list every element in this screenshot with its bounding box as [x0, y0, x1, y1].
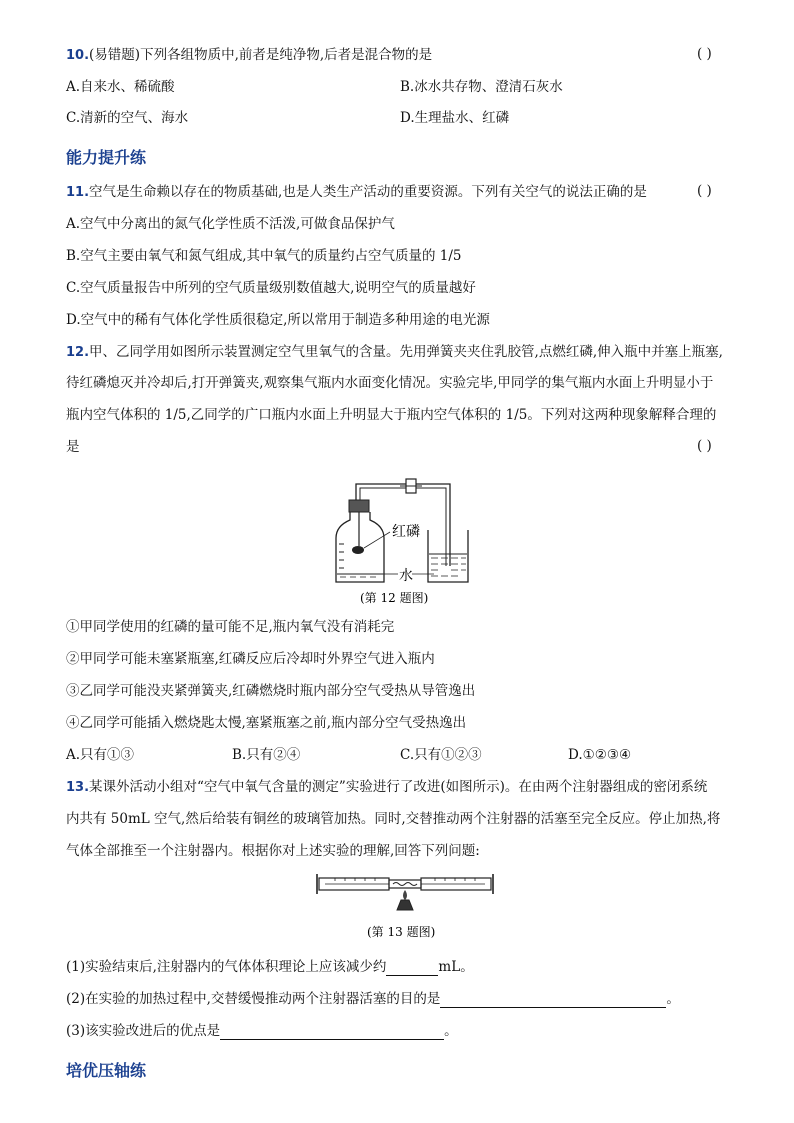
q13-sub1-text: (1)实验结束后,注射器内的气体体积理论上应该减少约	[66, 959, 387, 975]
q13-stem-line-2: 内共有 50mL 空气,然后给装有铜丝的玻璃管加热。同时,交替推动两个注射器的活塞至完全反应。停止加热,将	[66, 811, 721, 827]
q12-stem-line-1	[66, 343, 723, 362]
q12-option-b: B.只有②④	[232, 747, 301, 763]
q12-answer-paren: ( )	[697, 438, 712, 454]
q13-sub3-answer-blank[interactable]	[220, 1025, 444, 1040]
q10-option-c: C.清新的空气、海水	[66, 110, 189, 126]
red-phosphorus	[352, 546, 364, 554]
alcohol-lamp	[397, 900, 413, 910]
q13-sub3-end: 。	[444, 1023, 458, 1039]
q12-stem-line-4: 是	[66, 439, 80, 455]
q13-sub1-answer-blank[interactable]	[386, 961, 438, 976]
q13-sub1-unit: mL。	[438, 959, 474, 975]
q12-number: 12.	[66, 345, 90, 360]
phosphorus-pointer	[364, 532, 390, 548]
q10-option-a: A.自来水、稀硫酸	[66, 79, 175, 95]
q13-stem-text-1: 某课外活动小组对“空气中氧气含量的测定”实验进行了改进(如图所示)。在由两个注射器组成的密闭系统	[89, 779, 708, 795]
q12-option-c: C.只有①②③	[400, 747, 482, 763]
label-phosphorus: 红磷	[392, 524, 420, 540]
q13-number: 13.	[66, 780, 90, 795]
q11-number: 11.	[66, 185, 90, 200]
q11-stem	[66, 183, 647, 202]
q10-option-d: D.生理盐水、红磷	[400, 110, 510, 126]
label-water: 水	[399, 568, 413, 584]
q12-stem-line-3: 瓶内空气体积的 1/5,乙同学的广口瓶内水面上升明显大于瓶内空气体积的 1/5。下列对这两种现象解释合理的	[66, 407, 717, 423]
q11-option-b: B.空气主要由氧气和氮气组成,其中氧气的质量约占空气质量的 1/5	[66, 248, 462, 264]
q13-syringe-figure	[315, 866, 495, 944]
q13-sub3	[66, 1022, 458, 1040]
q13-sub2-text: (2)在实验的加热过程中,交替缓慢推动两个注射器活塞的目的是	[66, 991, 441, 1007]
copper-wire	[393, 883, 417, 886]
bottle-stopper	[349, 500, 369, 512]
q11-stem-text: 空气是生命赖以存在的物质基础,也是人类生产活动的重要资源。下列有关空气的说法正确的是	[89, 184, 647, 200]
q10-stem	[66, 46, 432, 65]
q12-stem-text-1: 甲、乙同学用如图所示装置测定空气里氧气的含量。先用弹簧夹夹住乳胶管,点燃红磷,伸入瓶中并塞上瓶塞,	[89, 344, 723, 360]
q10-stem-text: (易错题)下列各组物质中,前者是纯净物,后者是混合物的是	[89, 47, 433, 63]
q13-sub2	[66, 990, 680, 1008]
q13-sub2-answer-blank[interactable]	[440, 993, 666, 1008]
q13-figure-caption: (第 13 题图)	[367, 925, 436, 939]
q10-answer-paren: ( )	[697, 46, 712, 62]
q10-number: 10.	[66, 48, 90, 63]
q11-option-c: C.空气质量报告中所列的空气质量级别数值越大,说明空气的质量越好	[66, 280, 476, 296]
q11-answer-paren: ( )	[697, 183, 712, 199]
q12-statement-2: ②甲同学可能未塞紧瓶塞,红磷反应后冷却时外界空气进入瓶内	[66, 651, 435, 667]
q12-statement-3: ③乙同学可能没夹紧弹簧夹,红磷燃烧时瓶内部分空气受热从导管逸出	[66, 683, 476, 699]
q12-apparatus-figure	[330, 470, 480, 610]
q12-figure-caption: (第 12 题图)	[360, 591, 429, 605]
q11-option-a: A.空气中分离出的氮气化学性质不活泼,可做食品保护气	[66, 216, 395, 232]
q11-option-d: D.空气中的稀有气体化学性质很稳定,所以常用于制造多种用途的电光源	[66, 312, 490, 328]
q12-option-d: D.①②③④	[568, 747, 632, 763]
q13-stem-line-3: 气体全部推至一个注射器内。根据你对上述实验的理解,回答下列问题:	[66, 843, 480, 859]
q13-sub1	[66, 958, 474, 976]
q13-stem-line-1	[66, 778, 707, 797]
q10-option-b: B.冰水共存物、澄清石灰水	[400, 79, 563, 95]
q12-stem-line-2: 待红磷熄灭并冷却后,打开弹簧夹,观察集气瓶内水面变化情况。实验完毕,甲同学的集气瓶内水面上升明显小于	[66, 375, 714, 391]
q12-option-a: A.只有①③	[66, 747, 135, 763]
q12-statement-1: ①甲同学使用的红磷的量可能不足,瓶内氧气没有消耗完	[66, 619, 395, 635]
flame	[403, 890, 407, 900]
q13-sub2-end: 。	[666, 991, 680, 1007]
q12-statement-4: ④乙同学可能插入燃烧匙太慢,塞紧瓶塞之前,瓶内部分空气受热逸出	[66, 715, 467, 731]
section-heading-ability: 能力提升练	[66, 148, 147, 167]
section-heading-advanced: 培优压轴练	[66, 1061, 147, 1080]
q13-sub3-text: (3)该实验改进后的优点是	[66, 1023, 221, 1039]
